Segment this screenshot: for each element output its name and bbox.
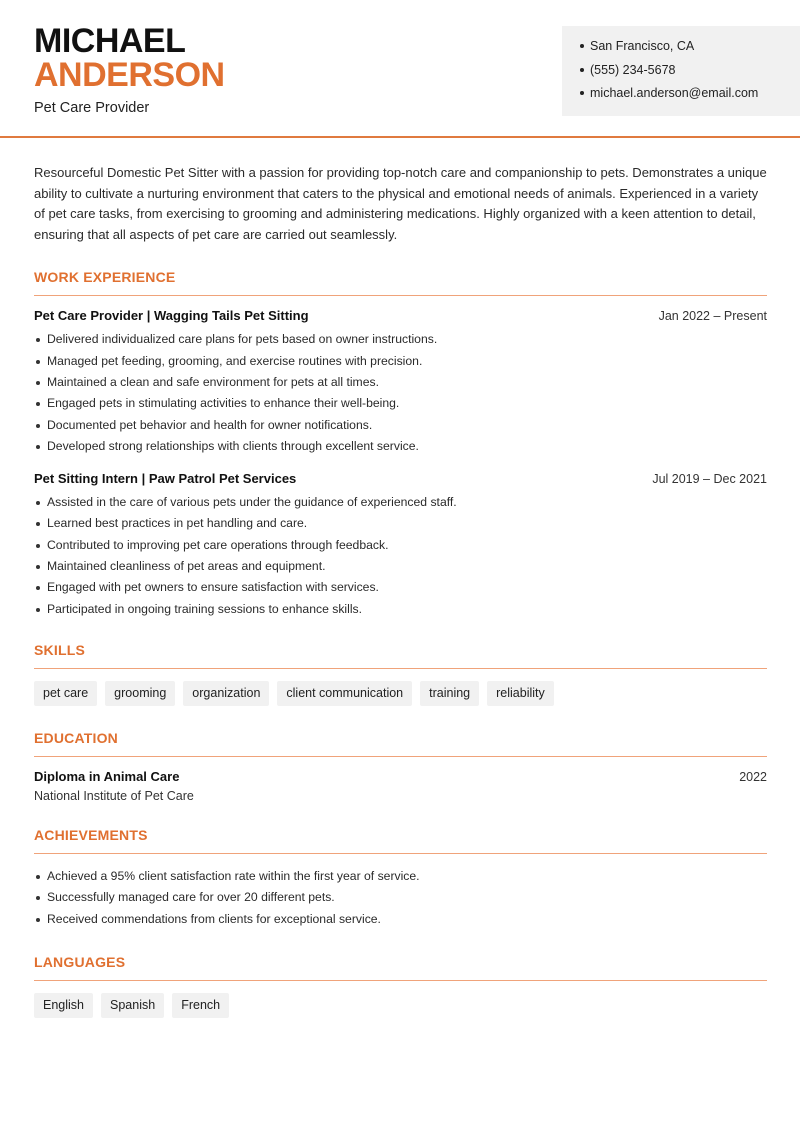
- first-name: MICHAEL: [34, 22, 186, 60]
- language-tags: [34, 993, 767, 1018]
- job-entry: [34, 308, 767, 457]
- job-bullet: Delivered individualized care plans for pets based on owner instructions.: [34, 329, 767, 350]
- resume-header: [0, 0, 800, 138]
- job-bullet: Maintained cleanliness of pet areas and equipment.: [34, 556, 767, 577]
- contact-phone: (555) 234-5678: [580, 61, 800, 85]
- education-degree: Diploma in Animal Care: [34, 768, 180, 784]
- achievement-bullet: Received commendations from clients for exceptional service.: [34, 909, 767, 930]
- education-year: 2022: [739, 769, 767, 784]
- skill-tag: grooming: [105, 681, 175, 706]
- languages-section: [34, 954, 767, 1018]
- job-bullet: Learned best practices in pet handling and care.: [34, 513, 767, 534]
- job-bullet: Engaged with pet owners to ensure satisfaction with services.: [34, 577, 767, 598]
- job-bullet: Documented pet behavior and health for owner notifications.: [34, 415, 767, 436]
- candidate-name: [34, 24, 225, 92]
- work-section: [34, 269, 767, 620]
- education-section: [34, 730, 767, 803]
- contact-email: michael.anderson@email.com: [580, 84, 800, 108]
- section-title-skills: SKILLS: [34, 642, 767, 669]
- skills-tags: [34, 681, 767, 706]
- job-entry: [34, 471, 767, 620]
- skill-tag: organization: [183, 681, 269, 706]
- resume-body: [34, 163, 767, 1018]
- section-title-achievements: ACHIEVEMENTS: [34, 827, 767, 854]
- achievements-section: [34, 827, 767, 930]
- job-bullet: Participated in ongoing training sessions to enhance skills.: [34, 599, 767, 620]
- job-title: Pet Care Provider: [34, 100, 150, 116]
- job-bullet: Maintained a clean and safe environment for pets at all times.: [34, 372, 767, 393]
- section-title-education: EDUCATION: [34, 730, 767, 757]
- education-institution: National Institute of Pet Care: [34, 788, 194, 803]
- job-bullet: Managed pet feeding, grooming, and exercise routines with precision.: [34, 351, 767, 372]
- language-tag: English: [34, 993, 93, 1018]
- language-tag: French: [172, 993, 229, 1018]
- section-title-languages: LANGUAGES: [34, 954, 767, 981]
- contact-box: [562, 26, 800, 116]
- skills-section: [34, 642, 767, 706]
- last-name: ANDERSON: [34, 56, 225, 94]
- job-entry-title: Pet Sitting Intern | Paw Patrol Pet Services: [34, 471, 297, 487]
- job-entry-title: Pet Care Provider | Wagging Tails Pet Sitting: [34, 308, 309, 324]
- summary-text: Resourceful Domestic Pet Sitter with a passion for providing top-notch care and companionship to pets. Demonstrates a unique ability to cultivate a nurturing environment that caters to the physical and emotional needs of animals. Experienced in a variety of pet care tasks, from exercising to grooming and administering medications. Highly organized with a keen attention to detail, ensuring that all aspects of pet care are carried out seamlessly.: [34, 165, 767, 242]
- job-entry-dates: Jan 2022 – Present: [658, 309, 767, 324]
- skill-tag: pet care: [34, 681, 97, 706]
- achievement-bullet: Achieved a 95% client satisfaction rate within the first year of service.: [34, 866, 767, 887]
- skill-tag: client communication: [277, 681, 412, 706]
- job-entry-dates: Jul 2019 – Dec 2021: [652, 472, 767, 487]
- job-bullet: Developed strong relationships with clients through excellent service.: [34, 436, 767, 457]
- skill-tag: reliability: [487, 681, 554, 706]
- job-bullet: Contributed to improving pet care operations through feedback.: [34, 535, 767, 556]
- skill-tag: training: [420, 681, 479, 706]
- achievement-bullet: Successfully managed care for over 20 different pets.: [34, 887, 767, 908]
- job-bullet: Engaged pets in stimulating activities to enhance their well-being.: [34, 393, 767, 414]
- contact-location: San Francisco, CA: [580, 37, 800, 61]
- language-tag: Spanish: [101, 993, 164, 1018]
- section-title-work: WORK EXPERIENCE: [34, 269, 767, 296]
- job-bullet: Assisted in the care of various pets under the guidance of experienced staff.: [34, 492, 767, 513]
